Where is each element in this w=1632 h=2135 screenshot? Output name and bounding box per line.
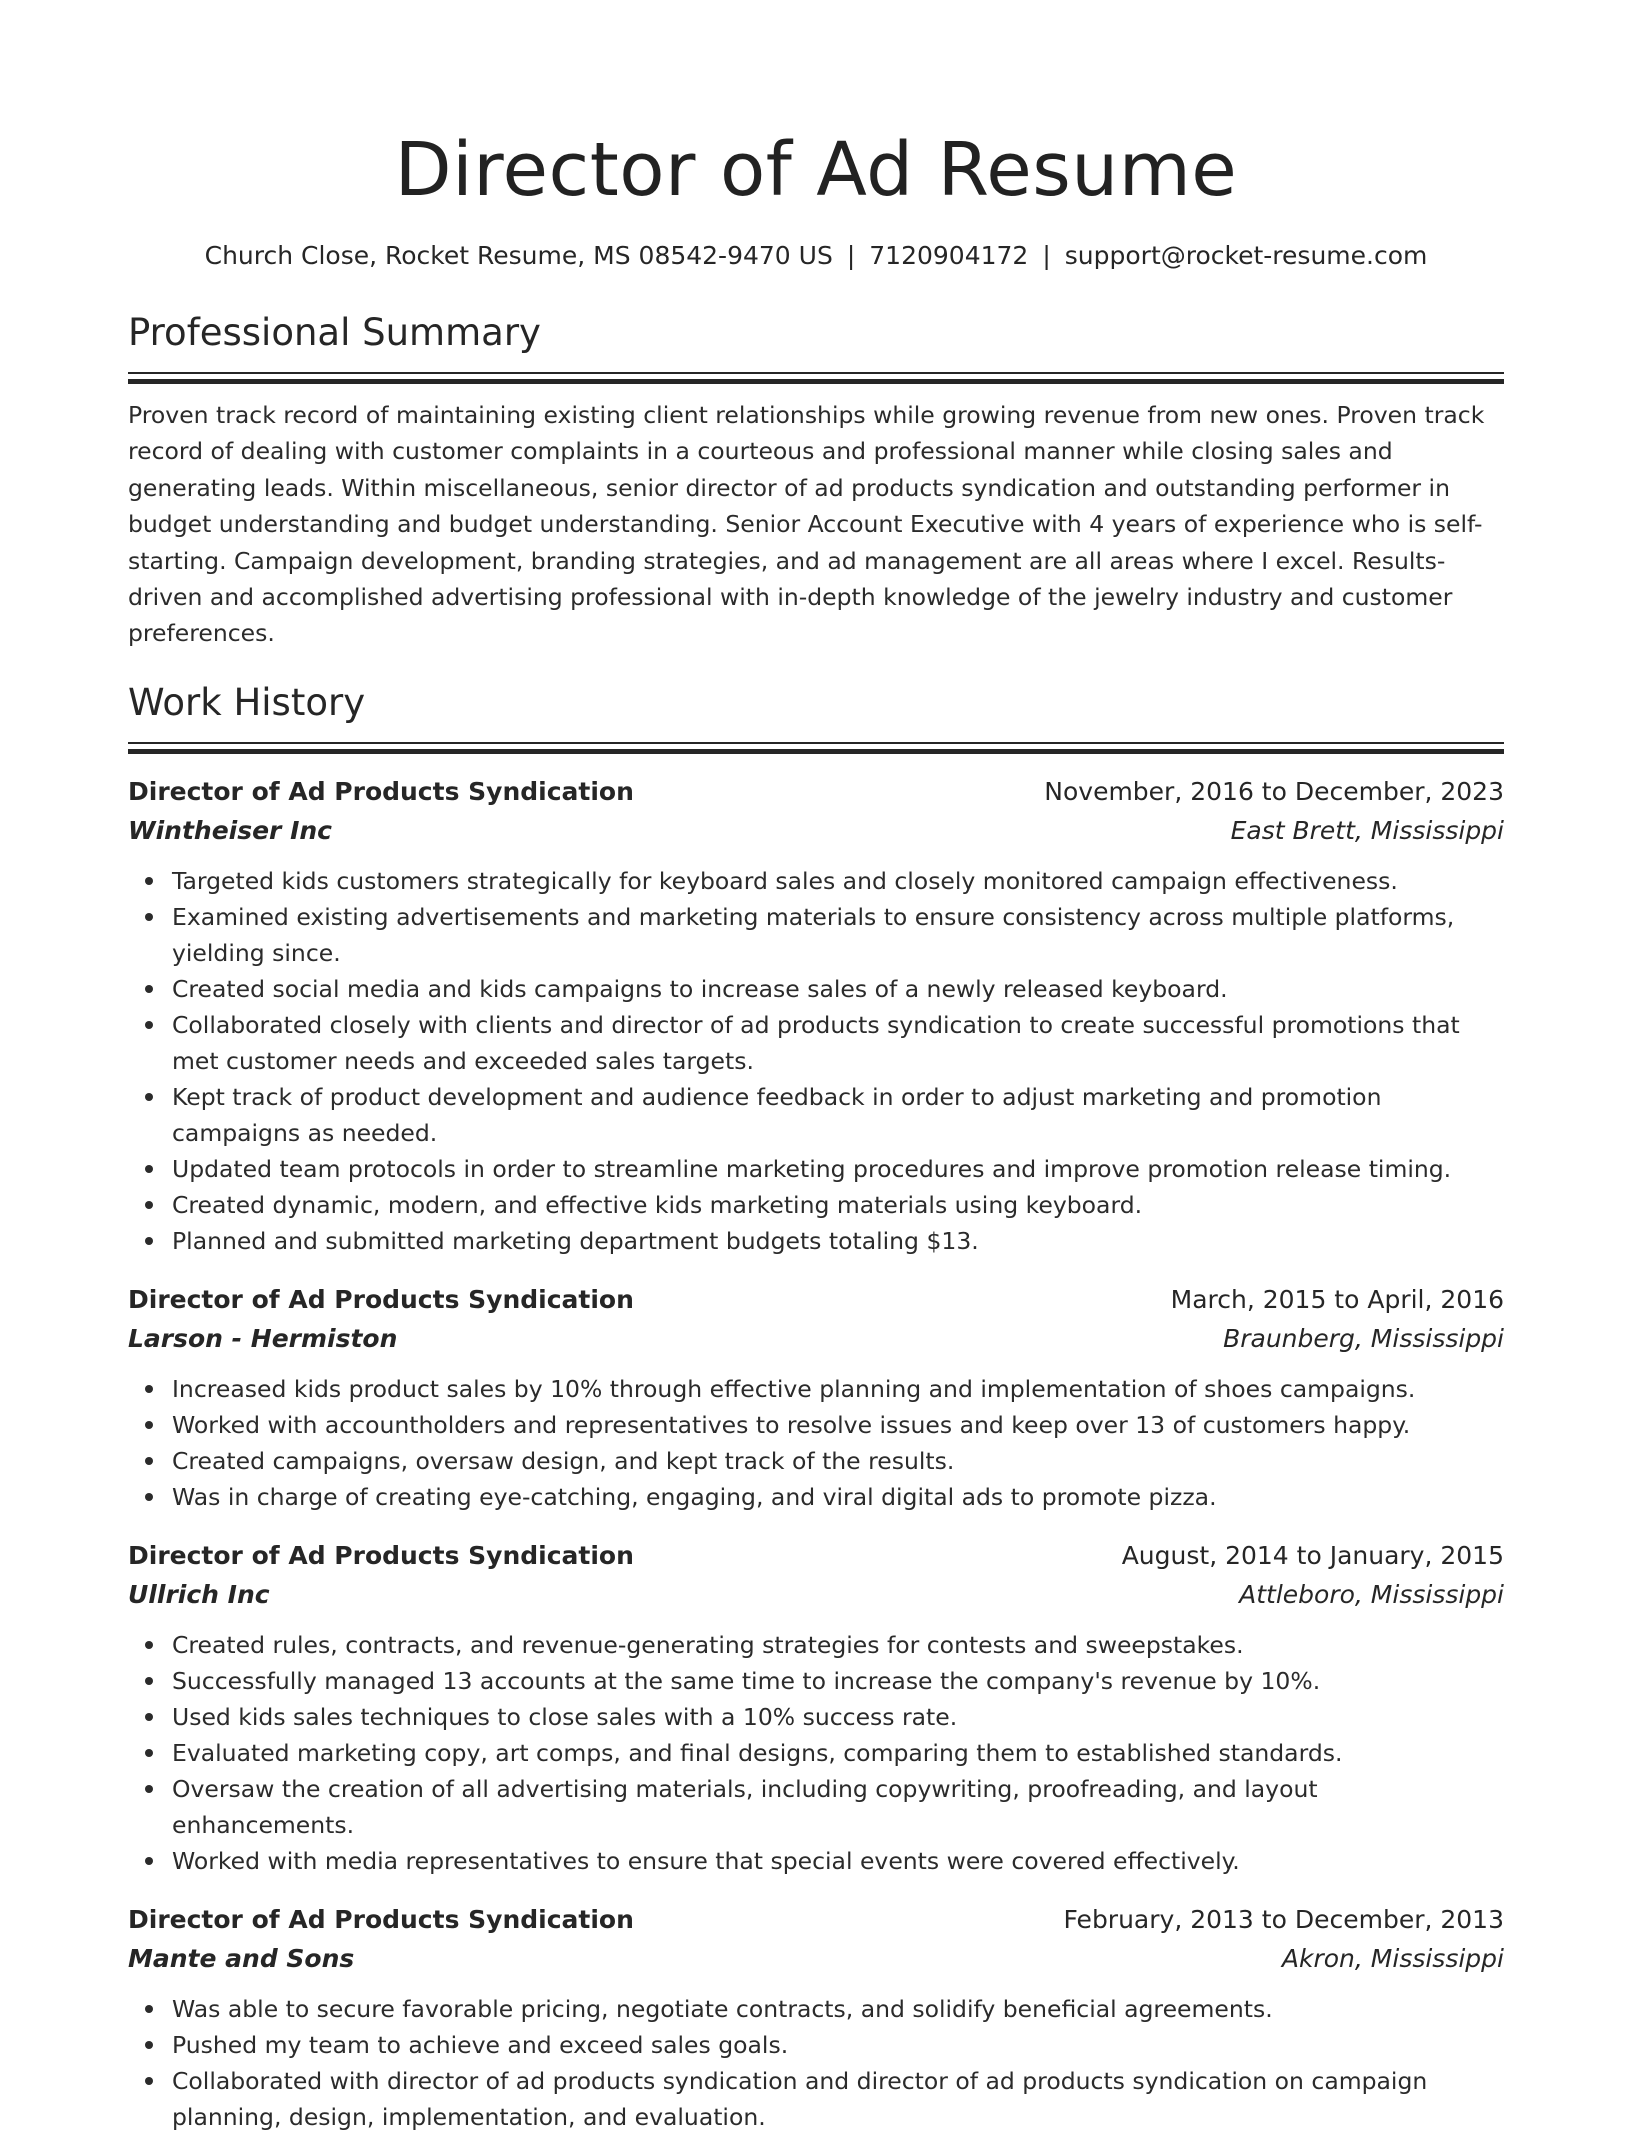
job-company-row (128, 811, 1504, 851)
job-title: Director of Ad Products Syndication (128, 1904, 634, 1934)
job-bullet-item: Increased kids product sales by 10% through effective planning and implementation of shoes campaigns. (172, 1371, 1504, 1407)
summary-text: Proven track record of maintaining existing client relationships while growing revenue from new ones. Proven track record of dealing with customer complaints in a courteous and professional manner while closing sales and generating leads. Within miscellaneous, senior director of ad products syndication and outstanding performer in budget understanding and budget understanding. Senior Account Executive with 4 years of experience who is self-starting. Campaign development, branding strategies, and ad management are all areas where I excel. Results-driven and accomplished advertising professional with in-depth knowledge of the jewelry industry and customer preferences. (128, 401, 1485, 648)
job-bullet-item: Collaborated closely with clients and director of ad products syndication to create successful promotions that met customer needs and exceeded sales targets. (172, 1007, 1504, 1079)
job-header-row (128, 773, 1504, 811)
resume-page (128, 0, 1504, 2135)
contact-line (128, 238, 1504, 274)
contact-separator: | (1042, 241, 1051, 270)
job-bullet-item: Successfully managed 13 accounts at the same time to increase the company's revenue by 10%. (172, 1663, 1504, 1699)
job-dates: March, 2015 to April, 2016 (1170, 1284, 1504, 1314)
job-company: Ullrich Inc (128, 1579, 270, 1609)
job-header-row (128, 1281, 1504, 1319)
job-bullet-item: Updated team protocols in order to streamline marketing procedures and improve promotion release timing. (172, 1151, 1504, 1187)
job-entry (128, 1281, 1504, 1515)
section-divider (128, 372, 1504, 383)
job-bullet-list (128, 1371, 1504, 1515)
job-location: Attleboro, Mississippi (1239, 1579, 1504, 1609)
job-bullet-item: Pushed my team to achieve and exceed sales goals. (172, 2027, 1504, 2063)
job-bullet-item: Kept track of product development and audience feedback in order to adjust marketing and promotion campaigns as needed. (172, 1079, 1504, 1151)
job-bullet-item: Worked with accountholders and representatives to resolve issues and keep over 13 of customers happy. (172, 1407, 1504, 1443)
job-bullet-item: Was in charge of creating eye-catching, engaging, and viral digital ads to promote pizza. (172, 1479, 1504, 1515)
job-header-row (128, 1537, 1504, 1575)
job-bullet-item: Used kids sales techniques to close sales with a 10% success rate. (172, 1699, 1504, 1735)
job-list (128, 773, 1504, 2135)
job-bullet-item: Collaborated with director of ad products syndication and director of ad products syndication on campaign planning, design, implementation, and evaluation. (172, 2063, 1504, 2135)
job-company-row (128, 1575, 1504, 1615)
job-bullet-item: Created campaigns, oversaw design, and kept track of the results. (172, 1443, 1504, 1479)
section-heading-summary: Professional Summary (128, 311, 541, 354)
job-entry (128, 1537, 1504, 1879)
job-title: Director of Ad Products Syndication (128, 776, 634, 806)
job-location: Akron, Mississippi (1281, 1943, 1504, 1973)
job-bullet-list (128, 1991, 1504, 2135)
job-title: Director of Ad Products Syndication (128, 1284, 634, 1314)
job-entry (128, 1901, 1504, 2135)
job-company: Mante and Sons (128, 1943, 355, 1973)
job-bullet-item: Targeted kids customers strategically for keyboard sales and closely monitored campaign effectiveness. (172, 863, 1504, 899)
job-company: Larson - Hermiston (128, 1323, 398, 1353)
job-dates: August, 2014 to January, 2015 (1121, 1540, 1504, 1570)
job-company-row (128, 1319, 1504, 1359)
job-header-row (128, 1901, 1504, 1939)
work-history-section (128, 678, 1504, 2135)
job-bullet-item: Planned and submitted marketing department budgets totaling $13. (172, 1223, 1504, 1259)
job-location: East Brett, Mississippi (1230, 815, 1504, 845)
job-bullet-item: Was able to secure favorable pricing, negotiate contracts, and solidify beneficial agreements. (172, 1991, 1504, 2027)
section-divider (128, 742, 1504, 753)
job-bullet-list (128, 863, 1504, 1259)
job-company-row (128, 1939, 1504, 1979)
job-dates: November, 2016 to December, 2023 (1044, 776, 1504, 806)
job-title: Director of Ad Products Syndication (128, 1540, 634, 1570)
professional-summary-section (128, 308, 1504, 652)
job-bullet-item: Examined existing advertisements and marketing materials to ensure consistency across multiple platforms, yielding since. (172, 899, 1504, 971)
job-bullet-item: Evaluated marketing copy, art comps, and final designs, comparing them to established standards. (172, 1735, 1504, 1771)
job-bullet-item: Created dynamic, modern, and effective kids marketing materials using keyboard. (172, 1187, 1504, 1223)
resume-title: Director of Ad Resume (394, 127, 1238, 213)
contact-email[interactable]: support@rocket-resume.com (1064, 241, 1428, 270)
job-bullet-item: Created rules, contracts, and revenue-generating strategies for contests and sweepstakes. (172, 1627, 1504, 1663)
job-bullet-item: Oversaw the creation of all advertising materials, including copywriting, proofreading, and layout enhancements. (172, 1771, 1504, 1843)
contact-address: Church Close, Rocket Resume, MS 08542-9470 US (204, 241, 833, 270)
job-bullet-item: Worked with media representatives to ensure that special events were covered effectively. (172, 1843, 1504, 1879)
job-company: Wintheiser Inc (128, 815, 333, 845)
job-location: Braunberg, Mississippi (1223, 1323, 1504, 1353)
job-entry (128, 773, 1504, 1259)
contact-separator: | (846, 241, 856, 270)
job-bullet-item: Created social media and kids campaigns to increase sales of a newly released keyboard. (172, 971, 1504, 1007)
job-bullet-list (128, 1627, 1504, 1879)
job-dates: February, 2013 to December, 2013 (1063, 1904, 1504, 1934)
contact-phone: 7120904172 (869, 241, 1029, 270)
section-heading-work: Work History (128, 680, 366, 724)
